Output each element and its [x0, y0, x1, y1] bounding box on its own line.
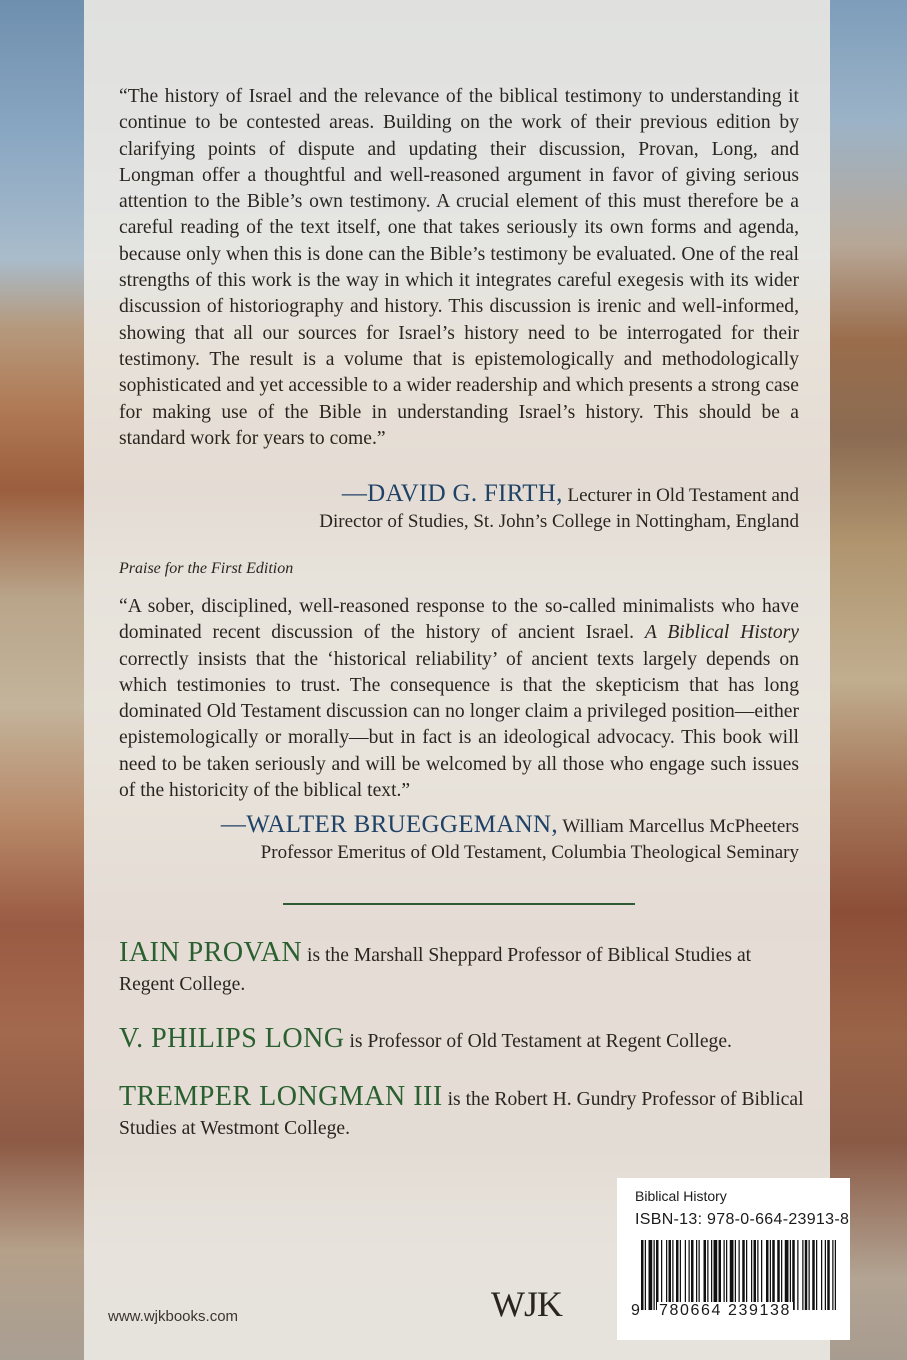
barcode-bar: [835, 1240, 836, 1310]
publisher-website: www.wjkbooks.com: [108, 1308, 239, 1325]
barcode-bar: [691, 1240, 694, 1310]
barcode-bar: [805, 1240, 808, 1310]
barcode-bar: [645, 1240, 646, 1310]
author-bio-text: is the Marshall Sheppard Professor of Biblical Studies at Regent College.: [119, 945, 752, 995]
endorsement-quote-2: [119, 594, 799, 804]
barcode-bar: [827, 1240, 830, 1310]
barcode-book-title: Biblical History: [635, 1188, 727, 1204]
quote2-text-before: “A sober, disciplined, well-reasoned response to the so-called minimalists who have dominated recent discussion of the history of ancient Israel.: [119, 596, 799, 644]
barcode-bar: [724, 1240, 725, 1310]
endorser-title-line1: William Marcellus McPheeters: [557, 816, 799, 837]
barcode-bar: [676, 1240, 679, 1310]
author-bio-3: [119, 1082, 809, 1143]
barcode-bar: [821, 1240, 822, 1310]
barcode-bar: [785, 1240, 789, 1310]
barcode-bar: [666, 1240, 667, 1310]
isbn-label: ISBN-13: 978-0-664-23913-8: [635, 1211, 850, 1228]
barcode-bar: [649, 1240, 653, 1310]
barcode-bar: [699, 1240, 700, 1310]
barcode-bar: [792, 1240, 795, 1310]
barcode-bar: [719, 1240, 722, 1310]
endorser-title-line1: Lecturer in Old Testament and: [562, 485, 799, 506]
endorser-title-line2: Director of Studies, St. John’s College in Nottingham, England: [319, 511, 799, 532]
barcode-bar: [809, 1240, 810, 1310]
barcode-bar: [754, 1240, 757, 1310]
book-title-italic: A Biblical History: [644, 622, 799, 644]
barcode-bar: [742, 1240, 745, 1310]
barcode-bar: [704, 1240, 707, 1310]
barcode-bar: [770, 1240, 771, 1310]
barcode-bar: [825, 1240, 826, 1310]
publisher-logo: WJK: [491, 1284, 562, 1324]
author-bio-1: [119, 938, 809, 999]
barcode-bar: [669, 1240, 672, 1310]
barcode-bar: [714, 1240, 718, 1310]
barcode-bar: [739, 1240, 740, 1310]
barcode-bar: [751, 1240, 752, 1310]
author-name: IAIN PROVAN: [119, 937, 303, 968]
author-bio-2: [119, 1024, 809, 1056]
barcode-bar: [735, 1240, 736, 1310]
author-name: TREMPER LONGMAN III: [119, 1081, 443, 1112]
barcode-bar: [777, 1240, 780, 1310]
barcode-bar: [746, 1240, 747, 1310]
barcode-bar: [816, 1240, 817, 1310]
barcode-bar: [685, 1240, 686, 1310]
section-divider: [283, 903, 635, 905]
barcode-bar: [689, 1240, 690, 1310]
praise-heading: Praise for the First Edition: [119, 560, 294, 577]
barcode-bar: [661, 1240, 662, 1310]
barcode-bar: [832, 1240, 833, 1310]
endorser-name: —WALTER BRUEGGEMANN,: [220, 811, 558, 838]
endorsement-quote-1: “The history of Israel and the relevance of the biblical testimony to understanding it continue to be contested areas. Building on the work of their previous edition by clarifying points of dispute and updating their discussion, Provan, Long, and Longman offer a thoughtful and well-reasoned argument in favor of giving serious attention to the Bible’s own testimony. A crucial element of this must therefore be a careful reading of the text itself, one that takes seriously its own forms and agenda, because only when this is done can the Bible’s testimony be evaluated. One of the real strengths of this work is the way in which it integrates careful exegesis with its wider discussion of historiography and history. This discussion is irenic and well-informed, showing that all our sources for Israel’s history need to be interrogated for their testimony. The result is a volume that is epistemologically and methodologically sophisticated and yet accessible to a wider readership and which presents a strong case for making use of the Bible in understanding Israel’s history. This should be a standard work for years to come.”: [119, 86, 799, 449]
barcode-bar: [757, 1240, 758, 1310]
barcode-bar: [696, 1240, 697, 1310]
barcode-bar: [812, 1240, 815, 1310]
barcode-bar: [654, 1240, 655, 1310]
endorser-title-line2: Professor Emeritus of Old Testament, Columbia Theological Seminary: [260, 842, 799, 863]
barcode-bar: [781, 1240, 782, 1310]
endorsement-attribution-1: [199, 481, 799, 535]
barcode-bar: [772, 1240, 775, 1310]
barcode-bar: [680, 1240, 681, 1310]
author-name: V. PHILIPS LONG: [119, 1023, 345, 1054]
barcode-bar: [797, 1240, 798, 1310]
barcode-bar: [766, 1240, 769, 1310]
barcode-bar: [672, 1240, 673, 1310]
barcode-bar: [802, 1240, 803, 1310]
barcode-number: 780664 239138: [659, 1302, 792, 1319]
barcode-bar: [711, 1240, 712, 1310]
barcode-bar: [761, 1240, 762, 1310]
endorsement-attribution-2: [199, 812, 799, 866]
barcode-lead-digit: 9: [631, 1302, 640, 1319]
barcode-bar: [707, 1240, 708, 1310]
author-bio-text: is the Robert H. Gundry Professor of Biblical Studies at Westmont College.: [119, 1089, 804, 1139]
cover-background-right-strip: [830, 0, 907, 1360]
barcode-bar: [726, 1240, 727, 1310]
barcode-bar: [656, 1240, 659, 1310]
quote2-text-after: correctly insists that the ‘historical reliability’ of ancient texts largely depends on which testimonies to trust. The consequence is that the skepticism that has long dominated Old Testament discussion can no longer claim a privileged position—either epistemologically or morally—but in fact is an ideological advocacy. This book will need to be taken seriously and will be welcomed by all those who engage such issues of the historicity of the biblical text.”: [119, 648, 799, 802]
barcode-icon: [641, 1240, 837, 1310]
barcode-bar: [730, 1240, 734, 1310]
barcode-box: [617, 1178, 850, 1340]
author-bio-text: is Professor of Old Testament at Regent College.: [344, 1031, 732, 1052]
barcode-bar: [641, 1240, 644, 1310]
barcode-bar: [790, 1240, 791, 1310]
endorser-name: —DAVID G. FIRTH,: [341, 480, 563, 507]
